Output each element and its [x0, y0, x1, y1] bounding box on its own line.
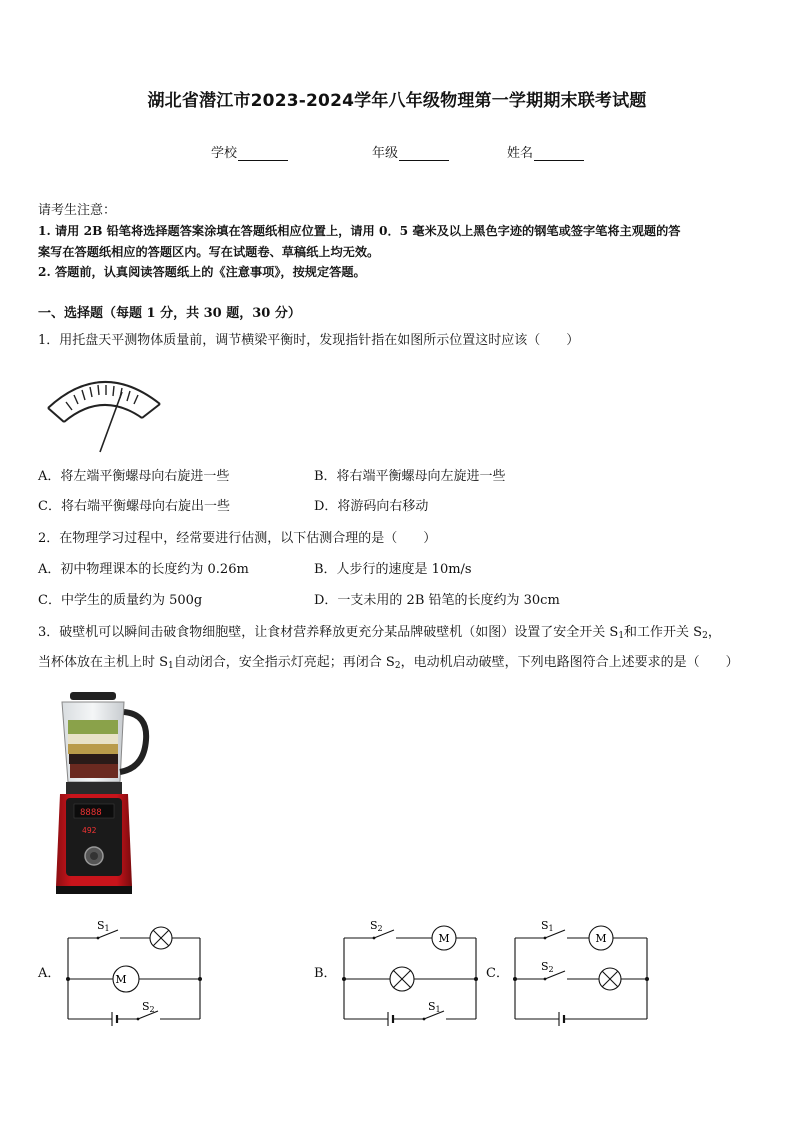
blender-image: [50, 690, 150, 898]
q3-stem-line1: 3．破壁机可以瞬间击破食物细胞壁，让食材营养释放更充分某品牌破壁机（如图）设置了安全开关 $S_1$和工作开关 $S_2$，: [38, 625, 721, 641]
name-label: 姓名: [507, 146, 534, 161]
grade-blank: [399, 148, 449, 161]
page-title: 湖北省潜江市2023-2024学年八年级物理第一学期期末联考试题: [147, 91, 647, 111]
circuit-c: [507, 915, 652, 1027]
q2-stem: 2．在物理学习过程中，经常要进行估测，以下估测合理的是（ ）: [38, 531, 437, 546]
q2-option-b: B．人步行的速度是 10m/s: [314, 562, 472, 577]
svg-text:8888: 8888: [80, 808, 102, 818]
grade-label: 年级: [372, 146, 399, 161]
q3-option-a-label: A．: [38, 966, 61, 981]
svg-text:S2: S2: [142, 1000, 155, 1014]
svg-text:S2: S2: [541, 960, 554, 974]
school-blank: [238, 148, 288, 161]
q3-option-b-label: B．: [314, 966, 337, 981]
svg-text:M: M: [595, 932, 607, 945]
q2-option-d: D．一支未用的 2B 铅笔的长度约为 30cm: [314, 593, 560, 608]
svg-text:S2: S2: [370, 919, 383, 933]
circuit-b: [336, 915, 481, 1027]
grade-field: [372, 142, 449, 161]
q3-option-c-label: C．: [486, 966, 509, 981]
balance-pointer-figure: [44, 372, 164, 456]
q1-option-c: C．将右端平衡螺母向右旋出一些: [38, 499, 230, 514]
name-blank: [534, 148, 584, 161]
svg-text:492: 492: [82, 826, 97, 835]
svg-text:S1: S1: [428, 1000, 441, 1014]
notice-heading: 请考生注意：: [38, 203, 117, 218]
school-field: [211, 142, 288, 161]
q2-option-c: C．中学生的质量约为 500g: [38, 593, 203, 608]
notice-1b: 案写在答题纸相应的答题区内。写在试题卷、草稿纸上均无效。: [38, 245, 380, 259]
section-heading: 一、选择题（每题 1 分，共 30 题，30 分）: [38, 306, 301, 321]
notice-1a: 1. 请用 2B 铅笔将选择题答案涂填在答题纸相应位置上，请用 0．5 毫米及以上黑色字迹的钢笔或签字笔将主观题的答: [38, 224, 681, 238]
svg-text:S1: S1: [97, 919, 110, 933]
name-field: [507, 142, 584, 161]
q1-option-a: A．将左端平衡螺母向右旋进一些: [38, 469, 230, 484]
q2-option-a: A．初中物理课本的长度约为 0.26m: [38, 562, 249, 577]
q1-option-d: D．将游码向右移动: [314, 499, 429, 514]
notice-2: 2. 答题前，认真阅读答题纸上的《注意事项》，按规定答题。: [38, 265, 366, 279]
q1-option-b: B．将右端平衡螺母向左旋进一些: [314, 469, 506, 484]
school-label: 学校: [211, 146, 238, 161]
svg-text:S1: S1: [541, 919, 554, 933]
q1-stem: 1．用托盘天平测物体质量前，调节横梁平衡时，发现指针指在如图所示位置这时应该（ ）: [38, 333, 580, 348]
svg-text:M: M: [115, 973, 127, 986]
circuit-a: [60, 915, 205, 1027]
svg-text:M: M: [438, 932, 450, 945]
q3-stem-line2: 当杯体放在主机上时 $S_1$自动闭合，安全指示灯亮起；再闭合 $S_2$，电动机启动破壁，下列电路图符合上述要求的是（ ）: [38, 655, 739, 671]
